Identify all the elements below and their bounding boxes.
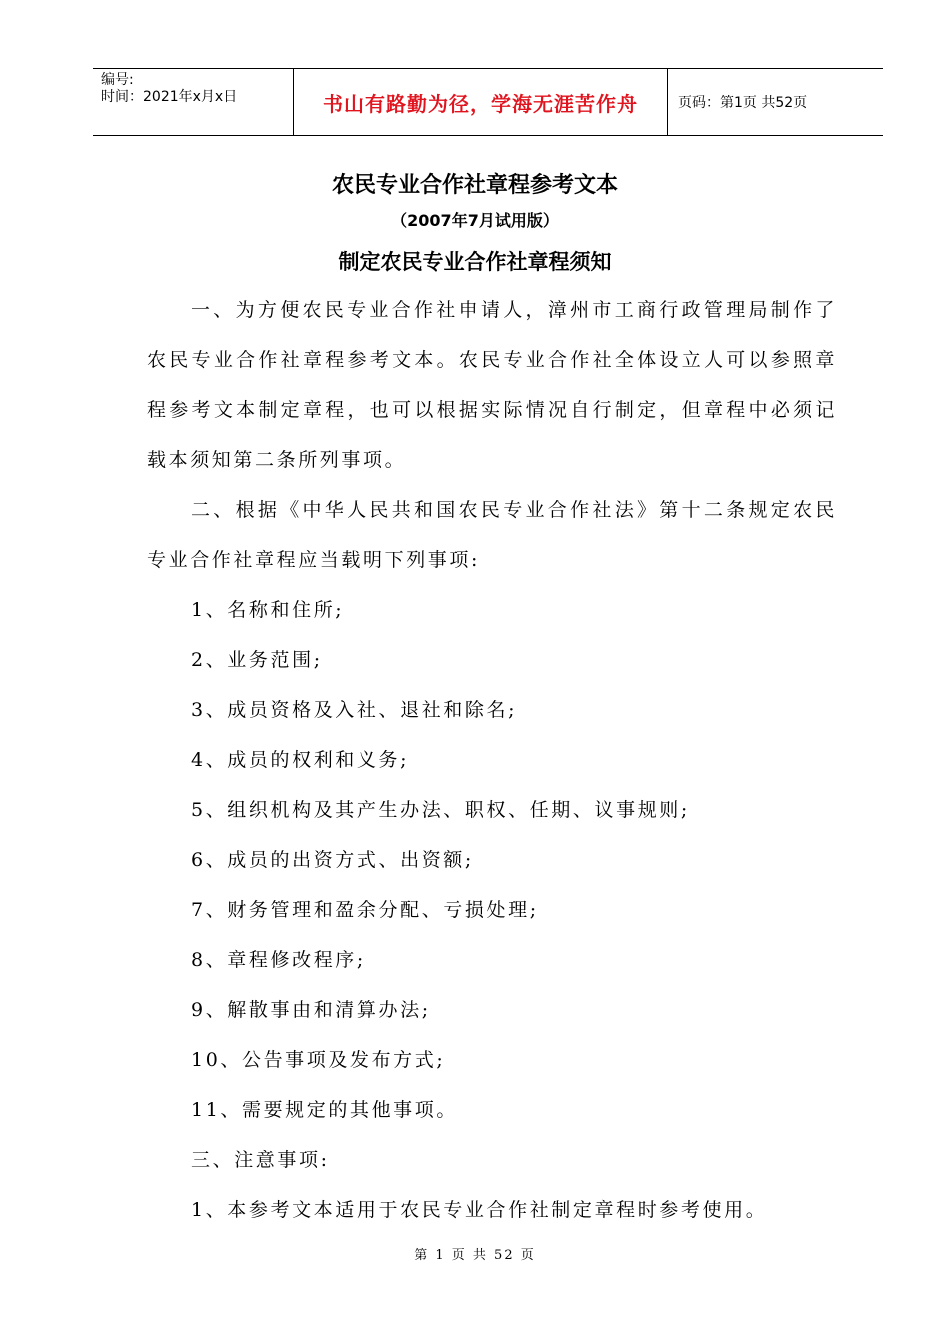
document-subtitle: 制定农民专业合作社章程须知 (338, 250, 612, 274)
motto: 书山有路勤为径，学海无涯苦作舟 (323, 91, 638, 116)
list-item: 3、成员资格及入社、退社和除名; (191, 699, 518, 721)
list-item: 6、成员的出资方式、出资额; (191, 849, 474, 871)
list-item: 10、公告事项及发布方式; (191, 1049, 446, 1071)
list-item: 7、财务管理和盈余分配、亏损处理; (191, 899, 539, 921)
serial-label: 编号: (101, 72, 134, 88)
page-footer: 第 1 页 共 52 页 (414, 1248, 536, 1263)
note-1: 1、本参考文本适用于农民专业合作社制定章程时参考使用。 (191, 1199, 768, 1221)
list-item: 9、解散事由和清算办法; (191, 999, 431, 1021)
list-item: 8、章程修改程序; (191, 949, 366, 971)
document-body (147, 285, 837, 1235)
header-meta (93, 69, 294, 135)
paragraph-1: 一、为方便农民专业合作社申请人，漳州市工商行政管理局制作了农民专业合作社章程参考文本。农民专业合作社全体设立人可以参照章程参考文本制定章程，也可以根据实际情况自行制定，但章程中必须记载本须知第二条所列事项。 (147, 299, 837, 471)
page-header (93, 68, 883, 136)
list-item: 11、需要规定的其他事项。 (191, 1099, 458, 1121)
list-item: 4、成员的权利和义务; (191, 749, 410, 771)
list-item: 1、名称和住所; (191, 599, 345, 621)
list-item: 2、业务范围; (191, 649, 323, 671)
header-motto-cell (294, 69, 668, 135)
page-label: 页码：第1页 共52页 (678, 95, 808, 111)
document-version: （2007年7月试用版） (391, 211, 559, 230)
time-label: 时间：2021年x月x日 (101, 89, 238, 105)
document-title: 农民专业合作社章程参考文本 (331, 173, 618, 198)
section-3-heading: 三、注意事项: (191, 1149, 330, 1171)
paragraph-2: 二、根据《中华人民共和国农民专业合作社法》第十二条规定农民专业合作社章程应当载明下列事项: (147, 499, 837, 571)
list-item: 5、组织机构及其产生办法、职权、任期、议事规则; (191, 799, 690, 821)
header-page-cell (668, 69, 883, 135)
